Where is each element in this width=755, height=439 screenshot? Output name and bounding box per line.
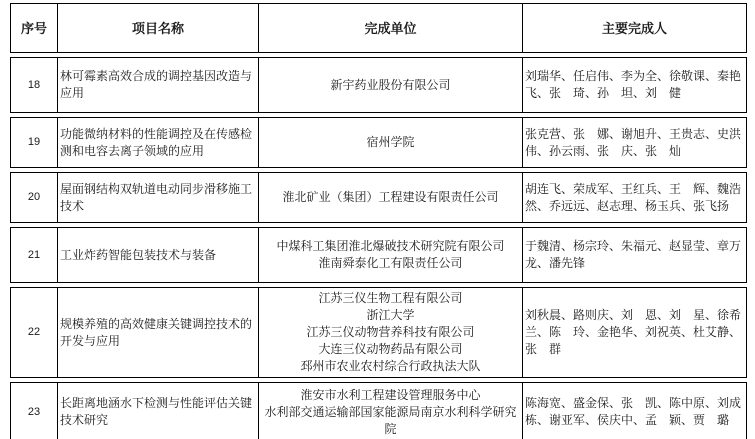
project-name-cell: 功能微纳材料的性能调控及在传感检测和电容去离子领域的应用 <box>58 118 259 167</box>
serial-number-cell: 21 <box>11 228 58 282</box>
completing-unit-cell <box>259 118 523 167</box>
unit-line: 中煤科工集团淮北爆破技术研究院有限公司 <box>276 239 505 253</box>
completing-unit-cell <box>259 58 523 112</box>
main-contributors-cell: 胡连飞、荣成军、王红兵、王 辉、魏浩然、乔远远、赵志理、杨玉兵、张飞扬 <box>525 181 742 213</box>
project-name-cell: 工业炸药智能包装技术与装备 <box>58 228 259 282</box>
serial-number-cell: 19 <box>11 118 58 167</box>
table-row <box>10 382 747 439</box>
project-name-cell: 长距离地涵水下检测与性能评估关键技术研究 <box>58 383 259 439</box>
unit-line: 淮南舜泰化工有限责任公司 <box>318 256 463 270</box>
awards-table <box>10 3 747 439</box>
unit-line: 江苏三仪生物工程有限公司 <box>318 291 463 305</box>
header-main-contributors: 主要完成人 <box>601 20 667 36</box>
table-row <box>10 287 747 378</box>
completing-unit-cell <box>259 383 523 439</box>
serial-number-cell: 22 <box>11 288 58 377</box>
main-contributors-cell: 刘秋晨、路则庆、刘 恩、刘 星、徐希兰、陈 玲、金艳华、刘祝英、杜艾静、张 群 <box>525 308 742 356</box>
unit-line: 淮北矿业（集团）工程建设有限责任公司 <box>282 190 499 204</box>
main-contributors-cell: 刘瑞华、任启伟、李为全、徐敬课、秦艳飞、张 琦、孙 坦、刘 健 <box>525 69 742 100</box>
table-row <box>10 117 747 168</box>
project-name-cell: 规模养殖的高效健康关键调控技术的开发与应用 <box>58 288 259 377</box>
unit-line: 新宇药业股份有限公司 <box>330 77 451 92</box>
main-contributors-cell: 陈海宽、盛金保、张 凯、陈中原、刘成栋、谢亚军、侯庆中、孟 颖、贾 璐 <box>525 396 742 427</box>
unit-line: 江苏三仪动物营养科技有限公司 <box>306 325 475 339</box>
unit-line: 大连三仪动物药品有限公司 <box>318 342 463 356</box>
completing-unit-cell <box>259 288 523 377</box>
header-completing-unit: 完成单位 <box>259 4 523 52</box>
serial-number-cell: 23 <box>11 383 58 439</box>
serial-number-cell: 18 <box>11 58 58 112</box>
unit-line: 淮安市水利工程建设管理服务中心 <box>300 387 481 402</box>
unit-line: 水利部交通运输部国家能源局南京水利科学研究院 <box>264 404 517 436</box>
unit-line: 宿州学院 <box>366 135 415 149</box>
table-header-row <box>10 3 747 53</box>
project-name-cell: 屋面钢结构双轨道电动同步滑移施工技术 <box>58 173 259 222</box>
completing-unit-cell <box>259 173 523 222</box>
project-name-cell: 林可霉素高效合成的调控基因改造与应用 <box>58 58 259 112</box>
table-row <box>10 57 747 113</box>
completing-unit-cell <box>259 228 523 282</box>
table-row <box>10 172 747 223</box>
header-project-name: 项目名称 <box>58 4 259 52</box>
header-serial-number: 序号 <box>11 4 58 52</box>
serial-number-cell: 20 <box>11 173 58 222</box>
table-row <box>10 227 747 283</box>
main-contributors-cell: 于魏清、杨宗玲、朱福元、赵显莹、章万龙、潘先锋 <box>525 239 742 270</box>
unit-line: 浙江大学 <box>366 308 415 322</box>
unit-line: 邳州市农业农村综合行政执法大队 <box>300 359 481 373</box>
main-contributors-cell: 张克营、张 娜、谢旭升、王贵志、史洪伟、孙云雨、张 庆、张 灿 <box>525 126 742 158</box>
